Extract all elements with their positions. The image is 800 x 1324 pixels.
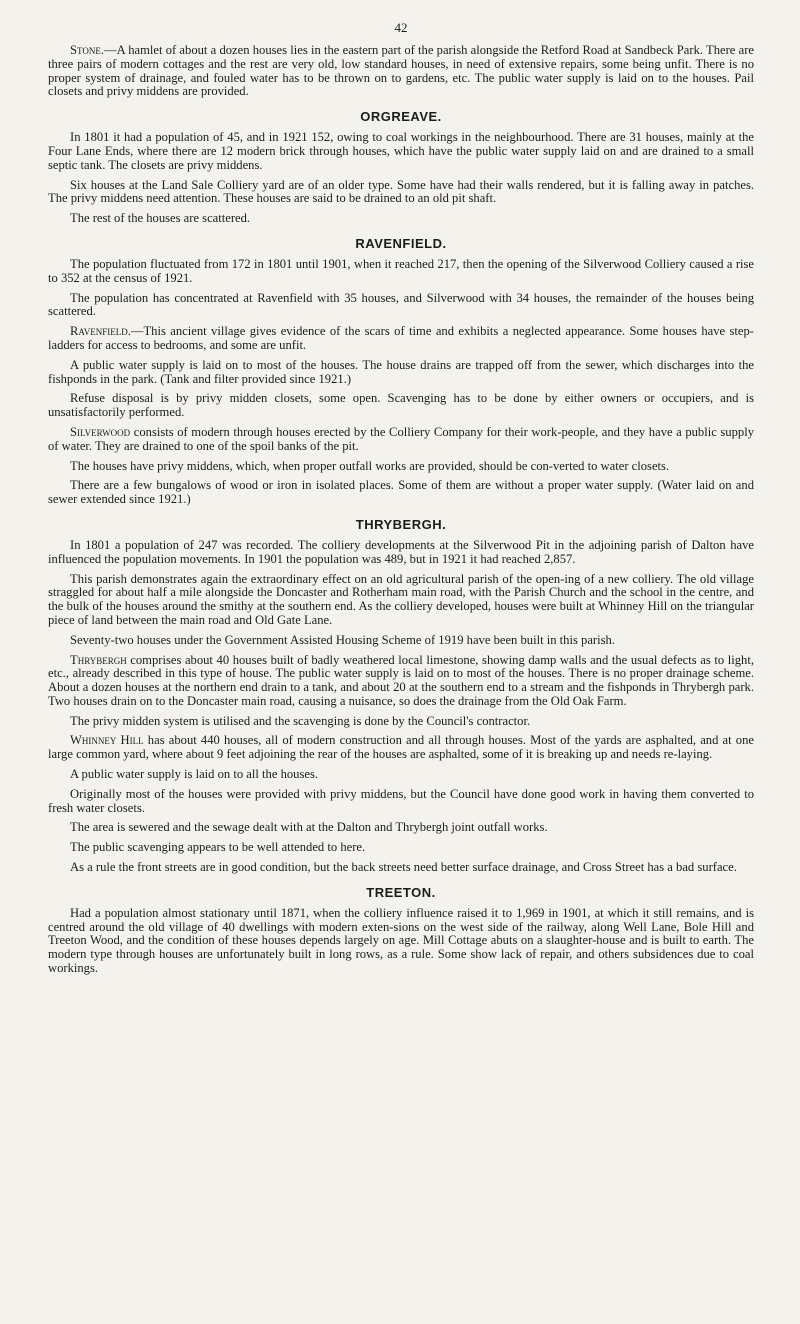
ravenfield-village-text: —This ancient village gives evidence of the scars of time and exhibits a neglected appearance. Some houses have step-ladders for access to bedrooms, and some are unfit. <box>48 324 754 352</box>
page-number: 42 <box>394 20 408 35</box>
stone-text: —A hamlet of about a dozen houses lies in the eastern part of the parish alongside the Retford Road at Sandbeck Park. There are three pairs of modern cottages and the rest are very old, low standard houses, in need of extensive repairs, some being unfit. There is no proper system of drainage, and fouled water has to be thrown on to gardens, etc. The public water supply is laid on to the houses. Pail closets and privy middens are provided. <box>48 43 754 99</box>
silverwood-lead: Silverwood <box>70 424 131 439</box>
thrybergh-paragraph: This parish demonstrates again the extraordinary effect on an old agricultural parish of the open-ing of a new colliery. The old village straggled for about half a mile alongside the Doncaster and Rotherham main road, with the Parish Church and the school in the centre, and the bulk of the houses around the smithy at the southern end. As the colliery developed, houses were built at Whinney Hill on the triangular piece of land between the main road and Old Gate Lane. <box>48 571 754 627</box>
stone-lead: Stone. <box>70 43 104 57</box>
whinney-hill-paragraph: As a rule the front streets are in good condition, but the back streets need better surface drainage, and Cross Street has a bad surface. <box>70 860 737 875</box>
whinney-hill-paragraph <box>48 734 754 762</box>
whinney-hill-paragraph: Originally most of the houses were provided with privy middens, but the Council have done good work in having them converted to fresh water closets. <box>48 786 754 815</box>
ravenfield-paragraph: A public water supply is laid on to most of the houses. The house drains are trapped off from the sewer, which discharges into the fishponds in the park. (Tank and filter provided since 1921.) <box>48 357 754 386</box>
silverwood-paragraph <box>48 426 754 454</box>
whinney-hill-paragraph: The area is sewered and the sewage dealt with at the Dalton and Thrybergh joint outfall works. <box>70 820 548 835</box>
section-heading-treeton: TREETON. <box>366 884 436 900</box>
thrybergh-paragraph: Seventy-two houses under the Government Assisted Housing Scheme of 1919 have been built in this parish. <box>70 632 615 647</box>
silverwood-text: consists of modern through houses erected by the Colliery Company for their work-people, and they have a public supply of water. They are drained to one of the spoil banks of the pit. <box>48 424 754 453</box>
section-heading-ravenfield: RAVENFIELD. <box>355 235 447 251</box>
treeton-paragraph: Had a population almost stationary until 1871, when the colliery influence raised it to 1,969 in 1901, at which it still remains, and is centred around the old village of 40 dwellings with modern exten-sions on the west side of the railway, along Well Lane, Bole Hill and Treeton Wood, and the condition of these houses depends largely on age. Mill Cottage abuts on a slaughter-house and is built to earth. The modern type through houses are unfortunately built in long rows, as a rule. Some show lack of repair, and others subsidences due to coal workings. <box>48 905 754 976</box>
orgreave-paragraph: Six houses at the Land Sale Colliery yard are of an older type. Some have had their walls rendered, but it is falling away in patches. The privy middens need attention. These houses are said to be drained to an old pit shaft. <box>48 177 754 206</box>
silverwood-paragraph: The houses have privy middens, which, when proper outfall works are provided, should be con-verted to water closets. <box>70 458 670 473</box>
section-heading-thrybergh: THRYBERGH. <box>355 516 447 532</box>
section-heading-orgreave: ORGREAVE. <box>360 109 442 125</box>
thrybergh-village-lead: Thrybergh <box>70 652 127 667</box>
whinney-hill-text: has about 440 houses, all of modern construction and all through houses. Most of the yards are asphalted, and at one large common yard, where about 9 feet adjoining the rear of the houses are asphalted, some of it is breaking up and needs re-laying. <box>48 733 754 762</box>
thrybergh-village-paragraph <box>48 654 754 709</box>
silverwood-paragraph: There are a few bungalows of wood or iron in isolated places. Some of them are without a proper water supply. (Water laid on and sewer extended since 1921.) <box>48 478 754 507</box>
thrybergh-paragraph: The privy midden system is utilised and the scavenging is done by the Council's contractor. <box>70 713 531 728</box>
whinney-hill-lead: Whinney Hill <box>70 733 144 748</box>
ravenfield-paragraph: The population fluctuated from 172 in 1801 until 1901, when it reached 217, then the opening of the Silverwood Colliery caused a rise to 352 at the census of 1921. <box>48 256 754 285</box>
thrybergh-village-text: comprises about 40 houses built of badly weathered local limestone, showing damp walls and the usual defects as to light, etc., already described in this type of house. The public water supply is laid on to most of the houses. There is no proper drainage scheme. About a dozen houses at the northern end drain to a tank, and about 20 at the southern end to a stream and the fishponds in Thrybergh park. Two houses drain on to the Doncaster main road, causing a nuisance, so does the drainage from the Old Oak Farm. <box>48 652 754 708</box>
orgreave-paragraph: The rest of the houses are scattered. <box>70 211 251 226</box>
ravenfield-paragraph: Refuse disposal is by privy midden closets, some open. Scavenging has to be done by either owners or occupiers, and is unsatisfactorily performed. <box>48 391 754 420</box>
whinney-hill-paragraph: A public water supply is laid on to all the houses. <box>70 767 318 782</box>
orgreave-paragraph: In 1801 it had a population of 45, and in 1921 152, owing to coal workings in the neighbourhood. There are 31 houses, mainly at the Four Lane Ends, where there are 12 modern brick through houses, which have the public water supply laid on and are drained to a small septic tank. The closets are privy middens. <box>48 130 754 172</box>
ravenfield-village-lead: Ravenfield. <box>70 324 131 339</box>
ravenfield-village-paragraph <box>48 325 754 353</box>
thrybergh-paragraph: In 1801 a population of 247 was recorded. The colliery developments at the Silverwood Pit in the adjoining parish of Dalton have influenced the population movements. In 1901 the population was 489, but in 1921 it had reached 2,857. <box>48 537 754 566</box>
whinney-hill-paragraph: The public scavenging appears to be well attended to here. <box>70 840 366 855</box>
ravenfield-paragraph: The population has concentrated at Ravenfield with 35 houses, and Silverwood with 34 houses, the remainder of the houses being scattered. <box>48 290 754 319</box>
stone-paragraph <box>48 44 754 99</box>
